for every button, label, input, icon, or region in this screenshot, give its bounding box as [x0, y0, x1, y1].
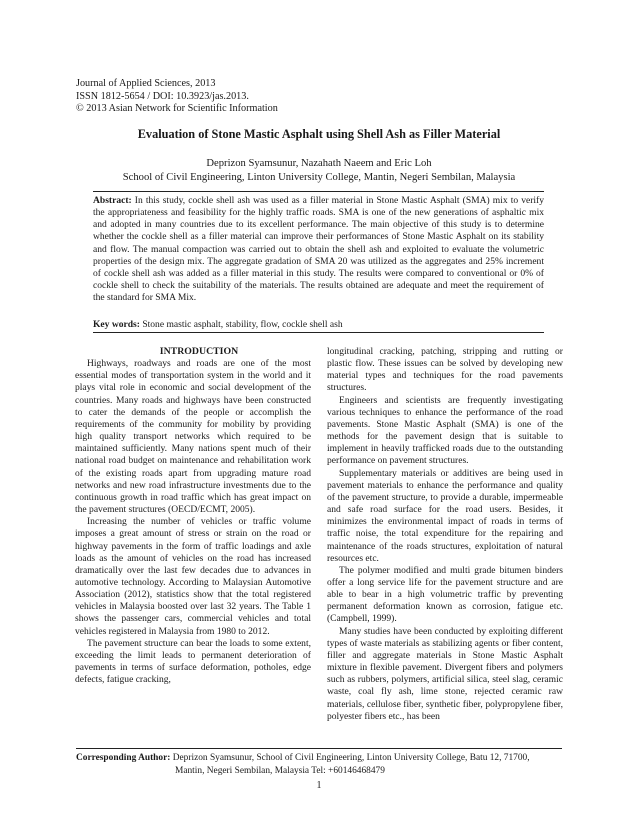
left-column [75, 346, 311, 686]
keywords [93, 319, 544, 331]
paragraph: Increasing the number of vehicles or traffic volume imposes a great amount of stress or strain on the road or highway pavements in the form of traffic loadings and axle loads as the amount of vehicles on the road has increased dramatically over the last few decades due to advances in automotive technology. According to Malaysian Automotive Association (2012), statistics show that the total registered vehicles in Malaysia boosted over last 32 years. The Table 1 shows the passenger cars, commercial vehicles and total vehicles registered in Malaysia from 1980 to 2012. [75, 516, 311, 637]
corresponding-line-2: Mantin, Negeri Sembilan, Malaysia Tel: +60146468479 [175, 765, 385, 776]
keywords-divider [93, 332, 544, 333]
journal-name: Journal of Applied Sciences, 2013 [76, 78, 216, 89]
paragraph: Many studies have been conducted by exploiting different types of waste materials as stabilizing agents or fiber content, filler and aggregate materials in Stone Mastic Asphalt mixture in flexible pavement. Divergent fibers and polymers such as rubbers, polymers, artificial silica, steel slag, ceramic waste, coal fly ash, lime stone, rejected ceramic raw materials, cellulose fiber, synthetic fiber, polypropylene fiber, polyester fibers etc., has been [327, 625, 563, 722]
paper-title: Evaluation of Stone Mastic Asphalt using Shell Ash as Filler Material [137, 127, 501, 141]
journal-header [76, 78, 556, 116]
abstract-text: In this study, cockle shell ash was used as a filler material in Stone Mastic Asphalt (SMA) mix to verify the appropriateness and feasibility for the highly traffic roads. SMA is one of the new generations of asphaltic mix and adopted in many countries due to its excellent performance. The main objective of this study is to determine whether the cockle shell as a filler material can improve their performances of Stone Mastic Asphalt on its stability and flow. The manual compaction was carried out to obtain the shell ash and exploited to evaluate the volumetric properties of the design mix. The aggregate gradation of SMA 20 was utilized as the aggregates and 25% increment of cockle shell ash was added as a filler material in this study. The results were compared to conventional or 0% of cockle shell to check the suitability of the materials. The results obtained are adequate and meet the requirement of the standard for SMA Mix. [93, 195, 544, 304]
page-number: 1 [316, 780, 322, 791]
paragraph: The pavement structure can bear the loads to some extent, exceeding the limit leads to permanent deterioration of pavements in terms of surface deformation, potholes, edge defects, fatigue cracking, [75, 637, 311, 686]
abstract-label: Abstract: [93, 195, 132, 206]
paragraph: Supplementary materials or additives are being used in pavement materials to enhance the performance and quality of the pavement structure, to provide a durable, impermeable and safe road surface for the road users. Besides, it minimizes the environmental impact of roads in terms of traffic noise, the total expenditure for the repairing and maintenance of the roads structures, exploitation of natural resources etc. [327, 467, 563, 564]
keywords-label: Key words: [93, 319, 140, 330]
affiliation: School of Civil Engineering, Linton University College, Mantin, Negeri Sembilan, Malaysia [122, 172, 516, 183]
paragraph: The polymer modified and multi grade bitumen binders offer a long service life for the pavement structure and are able to bear in a high volumetric traffic by preventing permanent deformation known as corrosion, fatigue etc. (Campbell, 1999). [327, 564, 563, 625]
top-divider [93, 191, 544, 192]
corresponding-label: Corresponding Author: [76, 753, 171, 763]
paragraph: longitudinal cracking, patching, stripping and rutting or plastic flow. These issues can be solved by developing new material types and techniques for the road pavements structures. [327, 346, 563, 394]
author-list: Deprizon Syamsunur, Nazahath Naeem and Eric Loh [206, 158, 432, 169]
paragraph: Engineers and scientists are frequently investigating various techniques to enhance the performance of the road pavements. Stone Mastic Asphalt (SMA) is one of the methods for the pavement design that is suitable to implement in heavily trafficked roads due to the outstanding performance on pavement structures. [327, 394, 563, 467]
corresponding-author [76, 752, 562, 777]
keywords-text: Stone mastic asphalt, stability, flow, cockle shell ash [139, 319, 343, 330]
paragraph: Highways, roadways and roads are one of the most essential modes of transportation system in the world and it plays vital role in economic and social development of the countries. Many roads and highways have been constructed to cater the demands of the people or accomplish the requirements of the community for mobility by providing high quality transport networks which required to be maintained sufficiently. Many nations spent much of their national road budget on maintenance and rehabilitation work of the existing roads apart from upgrading mature road networks and new road infrastructure investments due to the continuous growth in road traffic which has great impact on the pavement structures (OECD/ECMT, 2005). [75, 358, 311, 516]
abstract [93, 195, 544, 304]
right-column [327, 346, 563, 723]
corresponding-line-1: Deprizon Syamsunur, School of Civil Engineering, Linton University College, Batu 12, 71700, [170, 753, 530, 763]
copyright-line: © 2013 Asian Network for Scientific Information [76, 103, 278, 115]
footer-divider [76, 748, 562, 749]
issn-doi: ISSN 1812-5654 / DOI: 10.3923/jas.2013. [76, 90, 249, 102]
section-heading-introduction: INTRODUCTION [159, 346, 239, 357]
